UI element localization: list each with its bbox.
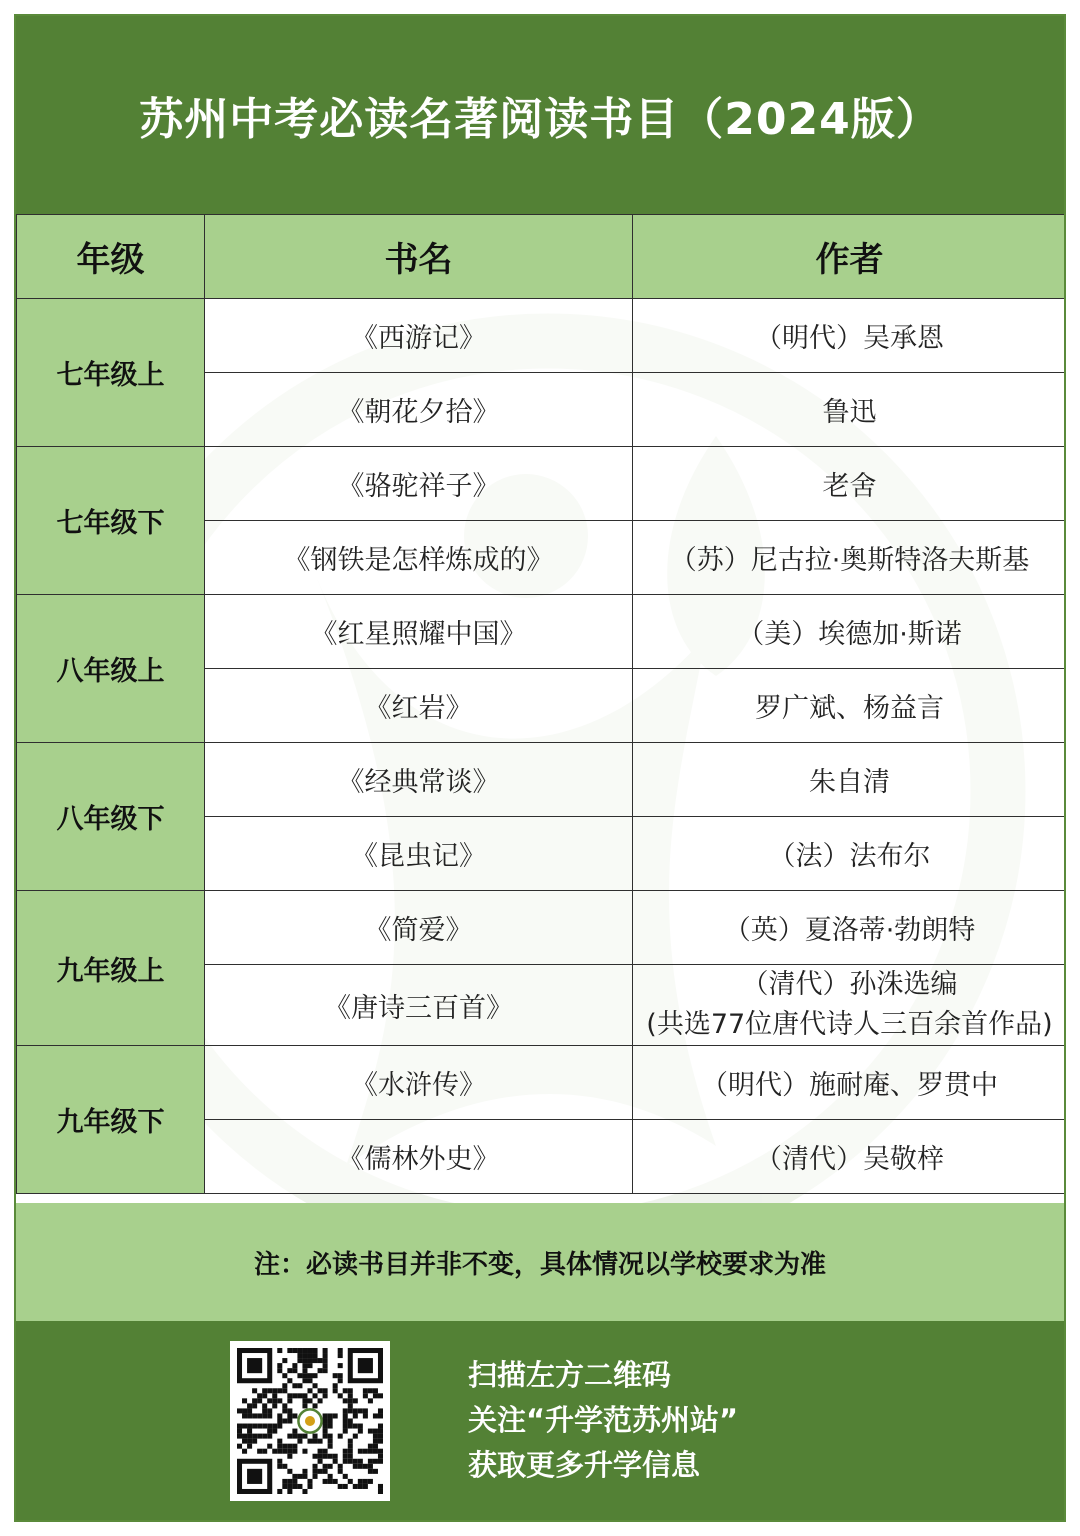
book-title-cell: 《唐诗三百首》 [205, 965, 633, 1046]
author-cell [633, 965, 1067, 1046]
table-header-row [17, 215, 1067, 299]
author-cell: 老舍 [633, 447, 1067, 521]
author-cell: 朱自清 [633, 743, 1067, 817]
note-text: 注：必读书目并非不变，具体情况以学校要求为准 [253, 1249, 826, 1280]
grade-cell: 七年级下 [17, 447, 205, 595]
book-table [16, 214, 1066, 1194]
author-cell: 罗广斌、杨益言 [633, 669, 1067, 743]
footer-line: 扫描左方二维码 [468, 1358, 672, 1392]
footer-text [468, 1353, 738, 1488]
book-title-cell: 《西游记》 [205, 299, 633, 373]
footer-line: 关注“升学范苏州站” [468, 1403, 739, 1437]
book-title-cell: 《朝花夕拾》 [205, 373, 633, 447]
author-cell: （英）夏洛蒂·勃朗特 [633, 891, 1067, 965]
footer-line: 获取更多升学信息 [468, 1448, 701, 1482]
book-title-cell: 《儒林外史》 [205, 1120, 633, 1194]
book-title-cell: 《简爱》 [205, 891, 633, 965]
author-cell: （法）法布尔 [633, 817, 1067, 891]
table-row [17, 891, 1067, 965]
reading-list-card [14, 14, 1066, 1522]
book-title-cell: 《钢铁是怎样炼成的》 [205, 521, 633, 595]
header-author: 作者 [633, 215, 1067, 299]
author-cell: 鲁迅 [633, 373, 1067, 447]
author-cell: （明代）施耐庵、罗贯中 [633, 1046, 1067, 1120]
book-title-cell: 《经典常谈》 [205, 743, 633, 817]
author-note: (共选77位唐代诗人三百余首作品) [646, 1009, 1053, 1040]
qr-code-icon [237, 1348, 383, 1494]
book-title-cell: 《昆虫记》 [205, 817, 633, 891]
header-grade: 年级 [17, 215, 205, 299]
table-row [17, 299, 1067, 373]
book-title-cell: 《水浒传》 [205, 1046, 633, 1120]
author-cell: （美）埃德加·斯诺 [633, 595, 1067, 669]
author-cell: （清代）吴敬梓 [633, 1120, 1067, 1194]
table-row [17, 595, 1067, 669]
table-row [17, 447, 1067, 521]
book-title-cell: 《红星照耀中国》 [205, 595, 633, 669]
footer-banner [16, 1321, 1064, 1522]
page-title: 苏州中考必读名著阅读书目（2024版） [139, 94, 941, 145]
author-cell: （苏）尼古拉·奥斯特洛夫斯基 [633, 521, 1067, 595]
book-title-cell: 《骆驼祥子》 [205, 447, 633, 521]
table-row [17, 743, 1067, 817]
table-row [17, 1046, 1067, 1120]
grade-cell: 九年级下 [17, 1046, 205, 1194]
grade-cell: 七年级上 [17, 299, 205, 447]
grade-cell: 八年级上 [17, 595, 205, 743]
book-title-cell: 《红岩》 [205, 669, 633, 743]
title-banner [16, 16, 1064, 216]
grade-cell: 九年级上 [17, 891, 205, 1046]
grade-cell: 八年级下 [17, 743, 205, 891]
author-cell: （明代）吴承恩 [633, 299, 1067, 373]
qr-code[interactable] [230, 1341, 390, 1501]
author-name: （清代）孙洙选编 [741, 969, 958, 1000]
header-book: 书名 [205, 215, 633, 299]
note-banner [16, 1203, 1064, 1323]
